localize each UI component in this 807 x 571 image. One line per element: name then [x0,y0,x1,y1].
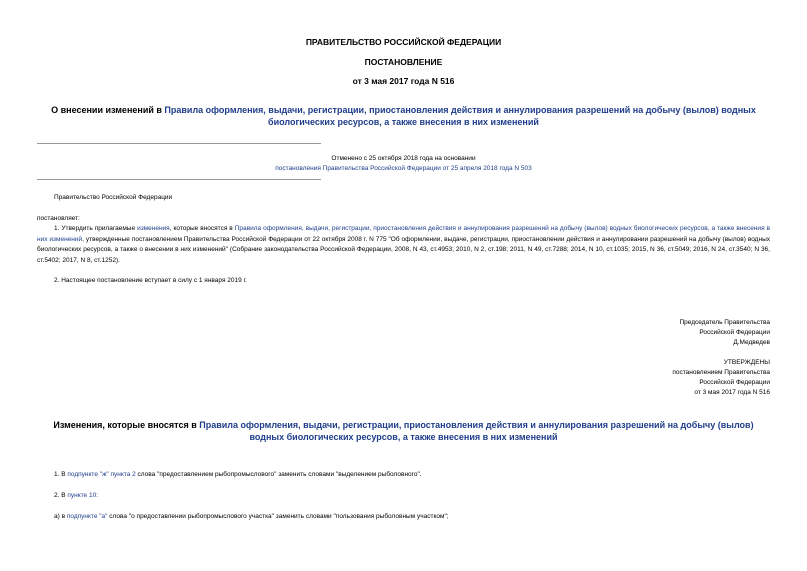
paragraph-1: 1. Утвердить прилагаемые изменения, которые вносятся в Правила оформления, выдачи, регистрации, приостановления действия и аннулирования разрешений на добычу (вылов) водных биологических ресурсов, а также внесения в них изменений, утвержденные постановлением Правительства Российской Федерации от 22 октября 2008 г. N 775 "Об оформлении, выдаче, регистрации, приостановлении действия и аннулировании разрешений на добычу (вылов) водных биологических ресурсов, а также о внесении в них изменений" (Собрание законодательства Российской Федерации, 2008, N 43, ст.4953; 2010, N 2, ст.198; 2011, N 49, ст.7288; 2014, N 10, ст.1035; 2015, N 36, ст.5049; 2016, N 24, ст.3540; N 36, ст.5402; 2017, N 8, ст.1252). [37,225,770,264]
signature-title: Председатель Правительства [679,319,770,326]
subclause-a-link[interactable]: подпункте "а" [66,513,108,520]
signature-org: Российской Федерации [699,329,770,336]
rules-link-2[interactable]: Правила оформления, выдачи, регистрации, приостановления действия и аннулирования разрешений на добычу (вылов) водных биологических ресурсов, а также внесения в них изменений [37,225,770,243]
government-heading: ПРАВИТЕЛЬСТВО РОССИЙСКОЙ ФЕДЕРАЦИИ [305,37,502,47]
change-item-2: 2. В пункте 10: [54,492,99,499]
repeal-notice: Отменено с 25 октября 2018 года на основании [331,155,476,162]
change-item-1: 1. В подпункте "ж" пункта 2 слова "предоставлением рыбопромыслового" заменить словами "выделением рыболовного". [54,471,422,478]
paragraph-2: 2. Настоящее постановление вступает в силу с 1 января 2019 г. [54,277,247,284]
approved-date: от 3 мая 2017 года N 516 [694,389,770,396]
divider-bottom [37,179,321,180]
divider-top [37,143,321,144]
decrees-label: постановляет: [37,215,80,222]
changes-title-prefix: Изменения, которые вносятся в [53,420,200,430]
subclause-zh-link[interactable]: подпункте "ж" пункта 2 [67,471,136,478]
document-type: ПОСТАНОВЛЕНИЕ [364,57,443,67]
change-item-3: а) в подпункте "а" слова "о предоставлении рыбопромыслового участка" заменить словами "пользования рыболовным участком"; [54,513,449,520]
approved-by: постановлением Правительства [672,369,770,376]
rules-link[interactable]: Правила оформления, выдачи, регистрации, приостановления действия и аннулирования разрешений на добычу (вылов) водных биологических ресурсов, а также внесения в них изменений [164,105,756,127]
repeal-decree-link[interactable]: постановления Правительства Российской Федерации от 25 апреля 2018 года N 503 [275,165,532,172]
approved-org: Российской Федерации [699,379,770,386]
rules-link-3[interactable]: Правила оформления, выдачи, регистрации, приостановления действия и аннулирования разрешений на добычу (вылов) водных биологических ресурсов, а также внесения в них изменений [199,420,754,442]
approved-heading: УТВЕРЖДЕНЫ [723,359,770,366]
document-title [45,104,762,128]
clause-10-link[interactable]: пункте 10 [67,492,97,499]
changes-title [37,419,770,443]
signature-name: Д.Медведев [733,339,770,346]
decree-775: постановлением Правительства Российской Федерации от 22 октября 2008 г. N 775 "Об оформлении, выдаче, регистрации, приостановлении действия и аннулировании разрешений на добычу (вылов) водных биологических ресурсов, а также о внесении в них изменений" [37,235,770,253]
government-name: Правительство Российской Федерации [54,194,173,201]
title-prefix: О внесении изменений в [51,105,165,115]
document-date: от 3 мая 2017 года N 516 [352,76,455,86]
changes-link[interactable]: изменения [137,225,170,232]
